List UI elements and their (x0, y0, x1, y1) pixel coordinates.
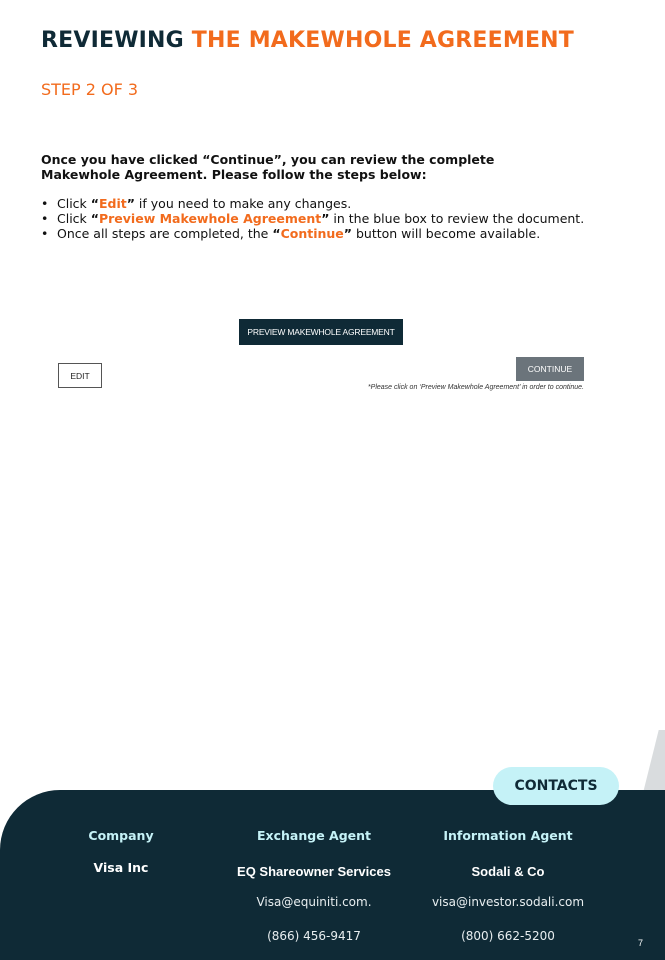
contact-phone: (800) 662-5200 (461, 929, 555, 943)
step-text-pre: Click (57, 211, 91, 226)
quote-open: “ (90, 196, 99, 211)
quote-open: “ (90, 211, 99, 226)
step-highlight: Edit (98, 196, 127, 211)
step-text-pre: Click (57, 196, 91, 211)
contact-name: Visa Inc (93, 860, 149, 875)
contact-email: visa@investor.sodali.com (431, 895, 585, 909)
step-highlight: Preview Makewhole Agreement (98, 211, 322, 226)
bullet-icon: • (41, 226, 49, 241)
column-heading: Company (88, 828, 154, 843)
column-heading: Information Agent (443, 828, 573, 843)
title-accent: THE MAKEWHOLE AGREEMENT (191, 28, 575, 53)
contact-name: Sodali & Co (471, 864, 545, 879)
contact-email: Visa@equiniti.com. (256, 895, 372, 909)
list-item (41, 196, 601, 211)
quote-close: ” (343, 226, 352, 241)
quote-open: “ (272, 226, 281, 241)
contact-phone: (866) 456-9417 (267, 929, 361, 943)
instruction-list (41, 196, 601, 241)
title-main: REVIEWING (41, 28, 184, 53)
intro-text: Once you have clicked “Continue”, you can review the complete Makewhole Agreement. Please follow the steps below: (41, 152, 495, 182)
quote-close: ” (321, 211, 330, 226)
contact-column-information-agent (423, 828, 593, 944)
page-number: 7 (638, 938, 644, 948)
step-text-pre: Once all steps are completed, the (57, 226, 273, 241)
contact-column-company (36, 828, 206, 876)
quote-close: ” (126, 196, 135, 211)
page-title (41, 28, 574, 53)
column-heading: Exchange Agent (257, 828, 371, 843)
bullet-icon: • (41, 211, 49, 226)
step-indicator: STEP 2 OF 3 (41, 80, 139, 99)
contact-name: EQ Shareowner Services (237, 864, 391, 879)
continue-note: *Please click on ‘Preview Makewhole Agreement’ in order to continue. (367, 384, 584, 391)
contacts-badge: CONTACTS (493, 767, 619, 805)
continue-button[interactable]: CONTINUE (516, 357, 584, 381)
preview-makewhole-agreement-button[interactable]: PREVIEW MAKEWHOLE AGREEMENT (239, 319, 403, 345)
step-text-post: button will become available. (352, 226, 541, 241)
step-text-post: in the blue box to review the document. (329, 211, 585, 226)
list-item (41, 211, 601, 226)
edit-button[interactable]: EDIT (58, 363, 102, 388)
step-text-post: if you need to make any changes. (134, 196, 352, 211)
contact-column-exchange-agent (229, 828, 399, 944)
step-highlight: Continue (280, 226, 344, 241)
list-item (41, 226, 601, 241)
bullet-icon: • (41, 196, 49, 211)
